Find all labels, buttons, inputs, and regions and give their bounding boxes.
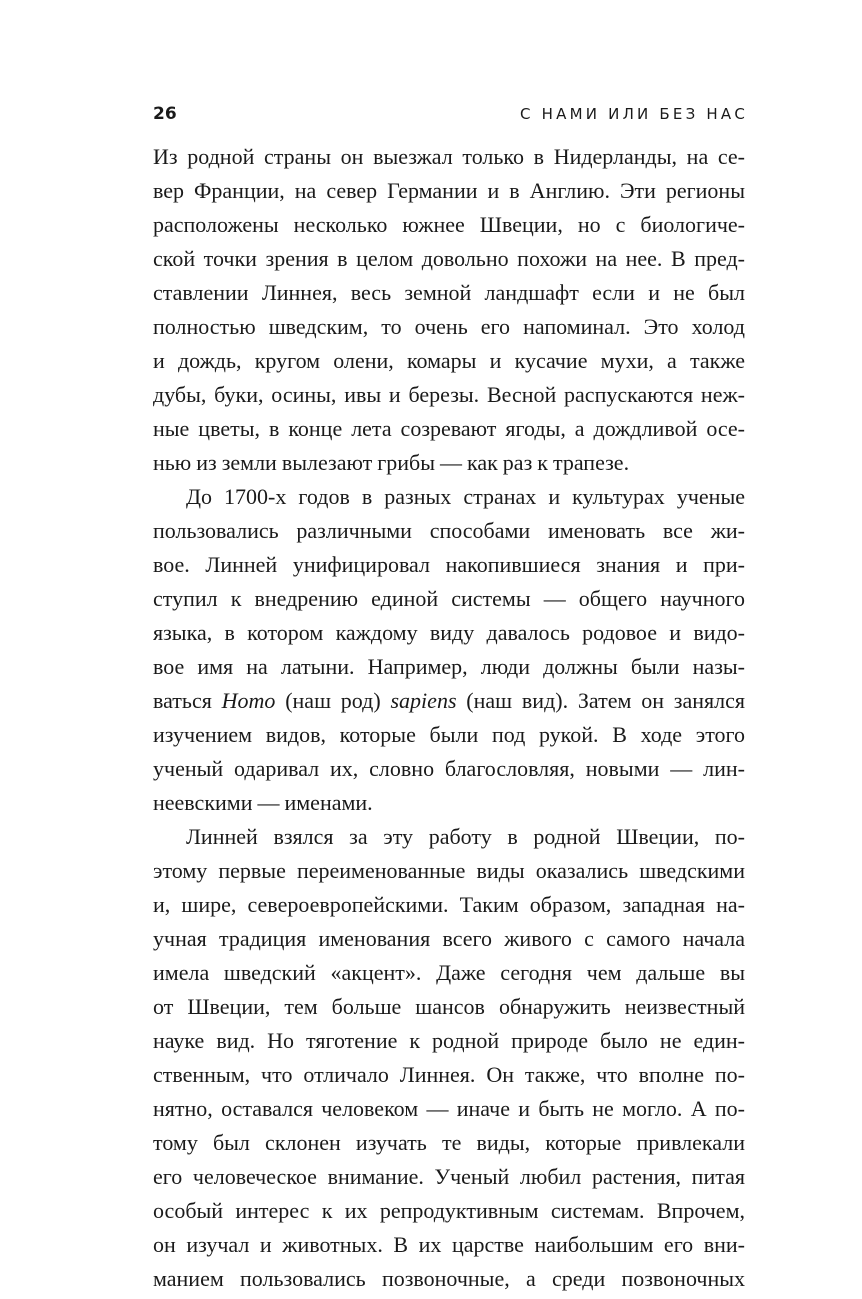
text-segment: (наш вид). Затем он занялся [456, 688, 745, 713]
page-body [153, 140, 745, 1296]
text-line: особый интерес к их репродуктивным системам. Впрочем, [153, 1198, 745, 1223]
text-line: ставлении Линнея, весь земной ландшафт если и не был [153, 280, 745, 305]
paragraph [153, 480, 745, 820]
page-number: 26 [153, 104, 177, 124]
text-line: Из родной страны он выезжал только в Нидерланды, на се- [153, 144, 745, 169]
text-line: ные цветы, в конце лета созревают ягоды, а дождливой осе- [153, 416, 745, 441]
text-line: ученый одаривал их, словно благословляя, новыми — лин- [153, 756, 745, 781]
text-line: вое. Линней унифицировал накопившиеся знания и при- [153, 552, 745, 577]
text-line: этому первые переименованные виды оказались шведскими [153, 858, 745, 883]
text-line: он изучал и животных. В их царстве наибольшим его вни- [153, 1232, 745, 1257]
text-line: До 1700-х годов в разных странах и культурах ученые [186, 484, 745, 509]
text-line: его человеческое внимание. Ученый любил растения, питая [153, 1164, 745, 1189]
text-line: учная традиция именования всего живого с самого начала [153, 926, 745, 951]
text-line: языка, в котором каждому виду давалось родовое и видо- [153, 620, 745, 645]
text-line: дубы, буки, осины, ивы и березы. Весной распускаются неж- [153, 382, 745, 407]
text-line: ской точки зрения в целом довольно похожи на нее. В пред- [153, 246, 745, 271]
paragraph [153, 140, 745, 480]
text-line: ственным, что отличало Линнея. Он также, что вполне по- [153, 1062, 745, 1087]
text-line: вер Франции, на север Германии и в Англию. Эти регионы [153, 178, 745, 203]
text-line: тому был склонен изучать те виды, которые привлекали [153, 1130, 745, 1155]
text-line: нью из земли вылезают грибы — как раз к трапезе. [153, 450, 630, 475]
text-line: Линней взялся за эту работу в родной Швеции, по- [186, 824, 745, 849]
text-line: от Швеции, тем больше шансов обнаружить неизвестный [153, 994, 745, 1019]
text-line: изучением видов, которые были под рукой. В ходе этого [153, 722, 745, 747]
paragraph [153, 820, 745, 1296]
text-line: неевскими — именами. [153, 790, 373, 815]
text-line: пользовались различными способами именовать все жи- [153, 518, 745, 543]
text-segment: ваться [153, 688, 222, 713]
text-line: расположены несколько южнее Швеции, но с биологиче- [153, 212, 745, 237]
text-line: науке вид. Но тяготение к родной природе было не един- [153, 1028, 745, 1053]
text-line: манием пользовались позвоночные, а среди позвоночных [153, 1266, 745, 1291]
running-title: С НАМИ ИЛИ БЕЗ НАС [520, 105, 748, 123]
text-line: ступил к внедрению единой системы — общего научного [153, 586, 745, 611]
page-header [153, 104, 748, 130]
text-line: и, шире, североевропейскими. Таким образом, западная на- [153, 892, 745, 917]
text-line: вое имя на латыни. Например, люди должны были назы- [153, 654, 745, 679]
text-line: имела шведский «акцент». Даже сегодня чем дальше вы [153, 960, 745, 985]
text-line: и дождь, кругом олени, комары и кусачие мухи, а также [153, 348, 745, 373]
text-line: нятно, оставался человеком — иначе и быть не могло. А по- [153, 1096, 745, 1121]
italic-term-homo: Homo [221, 688, 276, 713]
text-line [153, 684, 745, 718]
text-segment: (наш род) [275, 688, 391, 713]
text-line: полностью шведским, то очень его напоминал. Это холод [153, 314, 745, 339]
italic-term-sapiens: sapiens [390, 688, 457, 713]
